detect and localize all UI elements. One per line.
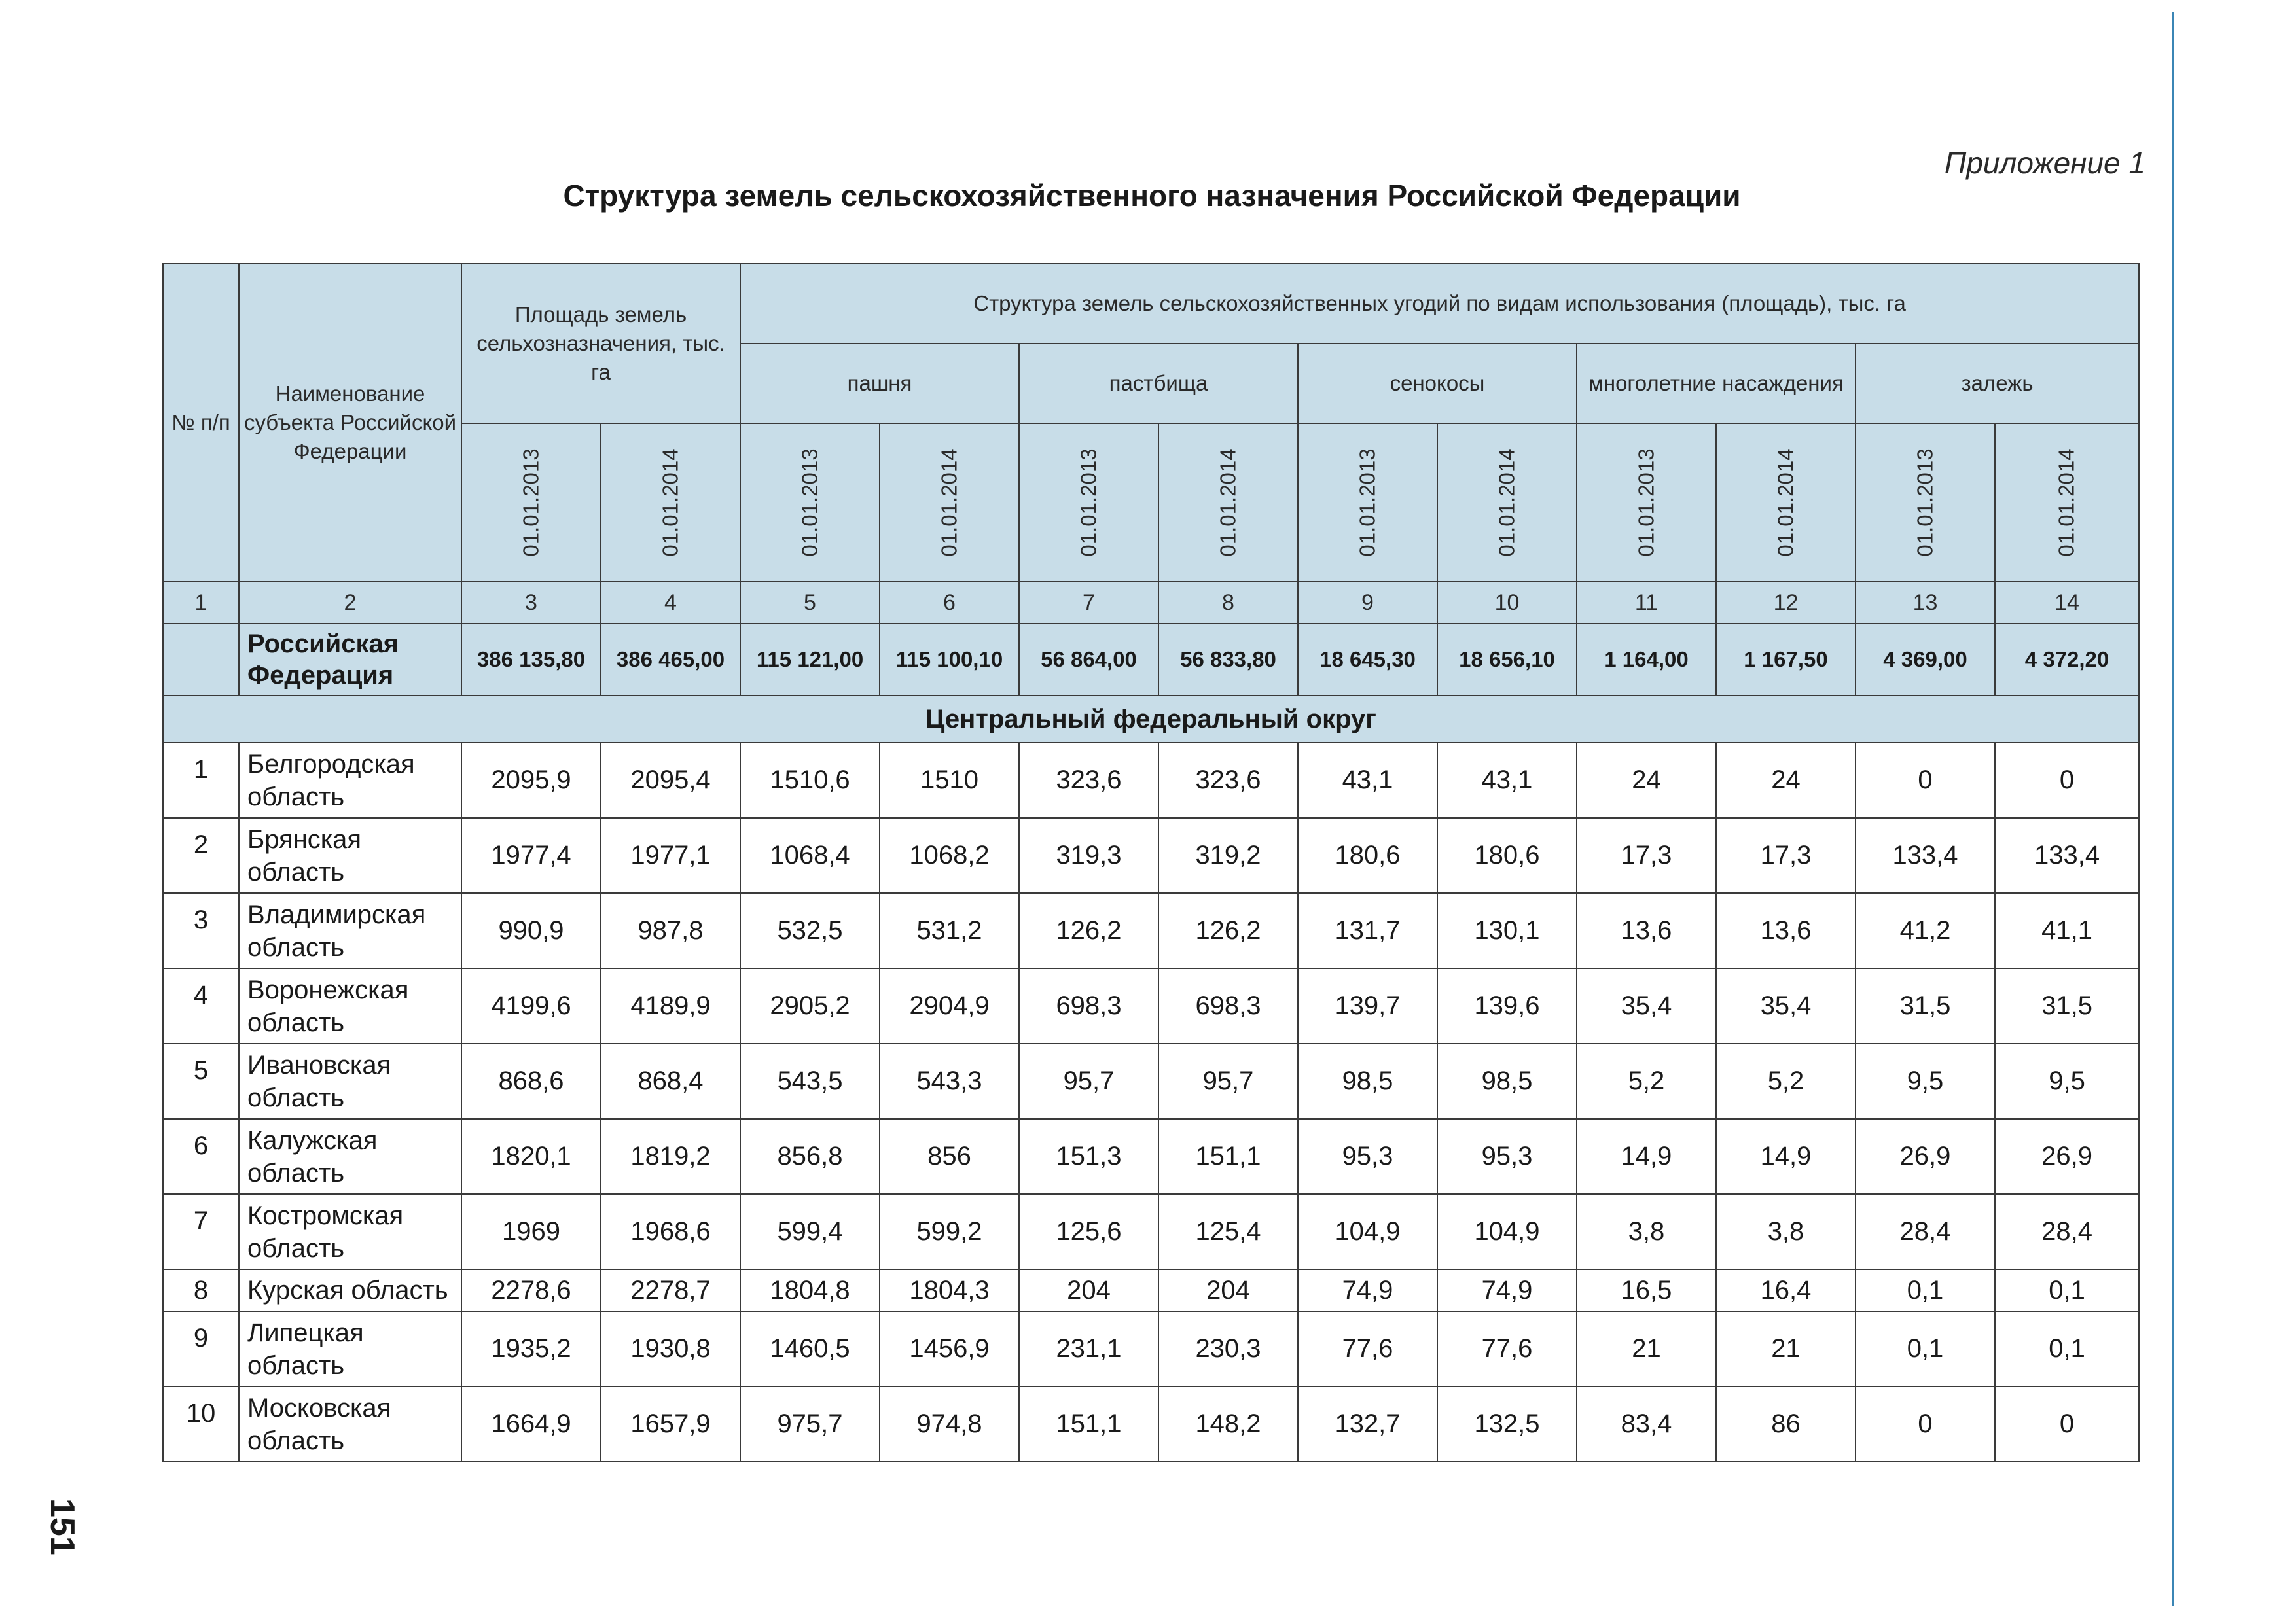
row-value: 204 — [1158, 1269, 1298, 1311]
row-value: 130,1 — [1437, 893, 1577, 968]
row-value: 31,5 — [1995, 968, 2139, 1044]
row-index: 7 — [163, 1194, 239, 1269]
header-date-5 — [1019, 423, 1158, 582]
row-value: 543,5 — [740, 1044, 880, 1119]
column-number: 3 — [461, 582, 601, 624]
row-value: 1068,2 — [880, 818, 1019, 893]
row-value: 41,2 — [1856, 893, 1995, 968]
header-group-perennial: многолетние насаждения — [1577, 344, 1856, 423]
row-index: 1 — [163, 743, 239, 818]
header-date-label: 01.01.2013 — [1076, 448, 1101, 557]
appendix-label: Приложение 1 — [1944, 146, 2145, 180]
total-value: 386 465,00 — [601, 624, 740, 696]
row-value: 125,6 — [1019, 1194, 1158, 1269]
header-date-label: 01.01.2014 — [658, 448, 683, 557]
column-number: 1 — [163, 582, 239, 624]
row-index: 10 — [163, 1386, 239, 1462]
row-value: 14,9 — [1716, 1119, 1856, 1194]
table-row — [163, 1194, 2139, 1269]
row-value: 3,8 — [1577, 1194, 1716, 1269]
total-value: 1 164,00 — [1577, 624, 1716, 696]
row-index: 9 — [163, 1311, 239, 1386]
row-value: 26,9 — [1856, 1119, 1995, 1194]
total-value: 1 167,50 — [1716, 624, 1856, 696]
row-value: 26,9 — [1995, 1119, 2139, 1194]
row-value: 9,5 — [1856, 1044, 1995, 1119]
row-value: 77,6 — [1298, 1311, 1437, 1386]
row-value: 151,3 — [1019, 1119, 1158, 1194]
row-value: 98,5 — [1437, 1044, 1577, 1119]
table-row — [163, 968, 2139, 1044]
row-value: 1804,8 — [740, 1269, 880, 1311]
header-group-fallow: залежь — [1856, 344, 2139, 423]
row-value: 0 — [1856, 1386, 1995, 1462]
row-subject-name: Брянская область — [239, 818, 461, 893]
column-number: 5 — [740, 582, 880, 624]
row-value: 531,2 — [880, 893, 1019, 968]
row-value: 1977,4 — [461, 818, 601, 893]
row-value: 319,2 — [1158, 818, 1298, 893]
header-date-7 — [1298, 423, 1437, 582]
total-value: 4 372,20 — [1995, 624, 2139, 696]
header-date-label: 01.01.2014 — [937, 448, 961, 557]
row-value: 231,1 — [1019, 1311, 1158, 1386]
row-value: 1664,9 — [461, 1386, 601, 1462]
row-value: 0,1 — [1856, 1269, 1995, 1311]
row-value: 139,7 — [1298, 968, 1437, 1044]
row-value: 1820,1 — [461, 1119, 601, 1194]
row-value: 2095,9 — [461, 743, 601, 818]
column-number: 6 — [880, 582, 1019, 624]
header-date-label: 01.01.2014 — [2054, 448, 2079, 557]
row-value: 856 — [880, 1119, 1019, 1194]
table-row — [163, 1119, 2139, 1194]
row-value: 599,4 — [740, 1194, 880, 1269]
header-date-12 — [1995, 423, 2139, 582]
row-subject-name: Ивановская область — [239, 1044, 461, 1119]
header-date-11 — [1856, 423, 1995, 582]
row-value: 180,6 — [1298, 818, 1437, 893]
row-value: 180,6 — [1437, 818, 1577, 893]
row-value: 83,4 — [1577, 1386, 1716, 1462]
row-value: 0,1 — [1856, 1311, 1995, 1386]
row-value: 0 — [1995, 1386, 2139, 1462]
row-value: 0 — [1995, 743, 2139, 818]
row-value: 151,1 — [1019, 1386, 1158, 1462]
row-value: 14,9 — [1577, 1119, 1716, 1194]
row-value: 31,5 — [1856, 968, 1995, 1044]
row-value: 0 — [1856, 743, 1995, 818]
row-value: 856,8 — [740, 1119, 880, 1194]
page-number: 151 — [43, 1498, 81, 1555]
row-subject-name: Курская область — [239, 1269, 461, 1311]
row-value: 74,9 — [1437, 1269, 1577, 1311]
row-subject-name: Владимирская область — [239, 893, 461, 968]
header-date-label: 01.01.2014 — [1494, 448, 1519, 557]
row-value: 132,5 — [1437, 1386, 1577, 1462]
total-value: 18 656,10 — [1437, 624, 1577, 696]
right-margin-rule — [2172, 12, 2174, 1606]
row-subject-name: Белгородская область — [239, 743, 461, 818]
row-value: 104,9 — [1437, 1194, 1577, 1269]
row-value: 2095,4 — [601, 743, 740, 818]
row-value: 95,3 — [1298, 1119, 1437, 1194]
row-value: 43,1 — [1437, 743, 1577, 818]
table-row — [163, 818, 2139, 893]
row-value: 698,3 — [1158, 968, 1298, 1044]
row-subject-name: Московская область — [239, 1386, 461, 1462]
column-number: 9 — [1298, 582, 1437, 624]
row-value: 599,2 — [880, 1194, 1019, 1269]
total-value: 4 369,00 — [1856, 624, 1995, 696]
row-value: 1510 — [880, 743, 1019, 818]
header-date-10 — [1716, 423, 1856, 582]
column-number: 14 — [1995, 582, 2139, 624]
row-value: 86 — [1716, 1386, 1856, 1462]
row-value: 5,2 — [1716, 1044, 1856, 1119]
district-heading: Центральный федеральный округ — [163, 696, 2139, 743]
row-value: 1657,9 — [601, 1386, 740, 1462]
row-value: 0,1 — [1995, 1311, 2139, 1386]
row-value: 1510,6 — [740, 743, 880, 818]
row-value: 1968,6 — [601, 1194, 740, 1269]
row-value: 1935,2 — [461, 1311, 601, 1386]
row-value: 139,6 — [1437, 968, 1577, 1044]
page-title: Структура земель сельскохозяйственного назначения Российской Федерации — [563, 179, 1741, 213]
header-date-label: 01.01.2013 — [518, 448, 543, 557]
row-value: 21 — [1577, 1311, 1716, 1386]
row-value: 95,3 — [1437, 1119, 1577, 1194]
row-value: 77,6 — [1437, 1311, 1577, 1386]
row-value: 230,3 — [1158, 1311, 1298, 1386]
row-value: 319,3 — [1019, 818, 1158, 893]
row-value: 125,4 — [1158, 1194, 1298, 1269]
total-value: 115 100,10 — [880, 624, 1019, 696]
row-value: 975,7 — [740, 1386, 880, 1462]
header-group-pasture: пастбища — [1019, 344, 1298, 423]
row-value: 974,8 — [880, 1386, 1019, 1462]
row-value: 1977,1 — [601, 818, 740, 893]
row-value: 0,1 — [1995, 1269, 2139, 1311]
row-value: 35,4 — [1577, 968, 1716, 1044]
header-date-3 — [740, 423, 880, 582]
row-index: 5 — [163, 1044, 239, 1119]
column-number: 2 — [239, 582, 461, 624]
row-value: 323,6 — [1158, 743, 1298, 818]
header-group-hayfields: сенокосы — [1298, 344, 1577, 423]
row-value: 204 — [1019, 1269, 1158, 1311]
total-value: 56 864,00 — [1019, 624, 1158, 696]
row-value: 1460,5 — [740, 1311, 880, 1386]
row-value: 126,2 — [1158, 893, 1298, 968]
row-subject-name: Липецкая область — [239, 1311, 461, 1386]
row-value: 4189,9 — [601, 968, 740, 1044]
header-area: Площадь земель сельхозназначения, тыс. га — [461, 264, 740, 423]
row-value: 13,6 — [1716, 893, 1856, 968]
row-value: 9,5 — [1995, 1044, 2139, 1119]
header-date-label: 01.01.2013 — [1634, 448, 1659, 557]
table-row — [163, 1044, 2139, 1119]
row-value: 126,2 — [1019, 893, 1158, 968]
row-value: 532,5 — [740, 893, 880, 968]
column-number: 7 — [1019, 582, 1158, 624]
column-number: 10 — [1437, 582, 1577, 624]
row-value: 17,3 — [1577, 818, 1716, 893]
table-row — [163, 893, 2139, 968]
header-date-9 — [1577, 423, 1716, 582]
table-row — [163, 1311, 2139, 1386]
row-value: 133,4 — [1856, 818, 1995, 893]
header-structure: Структура земель сельскохозяйственных угодий по видам использования (площадь), тыс. га — [740, 264, 2139, 344]
row-value: 132,7 — [1298, 1386, 1437, 1462]
row-value: 17,3 — [1716, 818, 1856, 893]
header-date-6 — [1158, 423, 1298, 582]
row-value: 698,3 — [1019, 968, 1158, 1044]
row-value: 4199,6 — [461, 968, 601, 1044]
row-value: 95,7 — [1019, 1044, 1158, 1119]
row-value: 131,7 — [1298, 893, 1437, 968]
row-value: 151,1 — [1158, 1119, 1298, 1194]
row-value: 543,3 — [880, 1044, 1019, 1119]
header-date-4 — [880, 423, 1019, 582]
row-value: 323,6 — [1019, 743, 1158, 818]
header-date-label: 01.01.2014 — [1773, 448, 1798, 557]
table-row — [163, 743, 2139, 818]
row-value: 2278,7 — [601, 1269, 740, 1311]
row-index: 2 — [163, 818, 239, 893]
row-value: 24 — [1716, 743, 1856, 818]
row-index: 3 — [163, 893, 239, 968]
row-value: 2905,2 — [740, 968, 880, 1044]
header-subject: Наименование субъекта Российской Федерации — [239, 264, 461, 582]
table-row — [163, 1386, 2139, 1462]
header-date-1 — [461, 423, 601, 582]
row-value: 24 — [1577, 743, 1716, 818]
header-date-label: 01.01.2013 — [1355, 448, 1380, 557]
total-value: 115 121,00 — [740, 624, 880, 696]
row-value: 2278,6 — [461, 1269, 601, 1311]
row-index: 6 — [163, 1119, 239, 1194]
total-value: 56 833,80 — [1158, 624, 1298, 696]
header-date-label: 01.01.2014 — [1215, 448, 1240, 557]
header-date-8 — [1437, 423, 1577, 582]
row-value: 104,9 — [1298, 1194, 1437, 1269]
row-value: 16,4 — [1716, 1269, 1856, 1311]
row-value: 868,6 — [461, 1044, 601, 1119]
row-value: 1819,2 — [601, 1119, 740, 1194]
column-number: 4 — [601, 582, 740, 624]
row-value: 1804,3 — [880, 1269, 1019, 1311]
row-value: 74,9 — [1298, 1269, 1437, 1311]
row-value: 2904,9 — [880, 968, 1019, 1044]
row-subject-name: Костромская область — [239, 1194, 461, 1269]
table-row — [163, 1269, 2139, 1311]
row-value: 3,8 — [1716, 1194, 1856, 1269]
total-name: Российская Федерация — [239, 624, 461, 696]
column-number: 12 — [1716, 582, 1856, 624]
row-value: 5,2 — [1577, 1044, 1716, 1119]
row-index: 4 — [163, 968, 239, 1044]
row-value: 1930,8 — [601, 1311, 740, 1386]
row-value: 1456,9 — [880, 1311, 1019, 1386]
row-value: 133,4 — [1995, 818, 2139, 893]
column-number: 8 — [1158, 582, 1298, 624]
header-date-label: 01.01.2013 — [797, 448, 822, 557]
header-date-label: 01.01.2013 — [1912, 448, 1937, 557]
column-number: 13 — [1856, 582, 1995, 624]
row-value: 43,1 — [1298, 743, 1437, 818]
row-value: 1969 — [461, 1194, 601, 1269]
row-value: 868,4 — [601, 1044, 740, 1119]
row-value: 13,6 — [1577, 893, 1716, 968]
row-value: 148,2 — [1158, 1386, 1298, 1462]
row-value: 95,7 — [1158, 1044, 1298, 1119]
row-value: 16,5 — [1577, 1269, 1716, 1311]
row-value: 41,1 — [1995, 893, 2139, 968]
header-group-arable: пашня — [740, 344, 1019, 423]
row-value: 987,8 — [601, 893, 740, 968]
header-date-2 — [601, 423, 740, 582]
total-index-cell — [163, 624, 239, 696]
row-value: 28,4 — [1856, 1194, 1995, 1269]
header-no: № п/п — [163, 264, 239, 582]
column-number: 11 — [1577, 582, 1716, 624]
land-structure-table — [162, 263, 2140, 1462]
row-value: 21 — [1716, 1311, 1856, 1386]
row-value: 35,4 — [1716, 968, 1856, 1044]
row-subject-name: Калужская область — [239, 1119, 461, 1194]
row-subject-name: Воронежская область — [239, 968, 461, 1044]
row-index: 8 — [163, 1269, 239, 1311]
total-value: 18 645,30 — [1298, 624, 1437, 696]
row-value: 98,5 — [1298, 1044, 1437, 1119]
row-value: 28,4 — [1995, 1194, 2139, 1269]
row-value: 1068,4 — [740, 818, 880, 893]
row-value: 990,9 — [461, 893, 601, 968]
total-value: 386 135,80 — [461, 624, 601, 696]
